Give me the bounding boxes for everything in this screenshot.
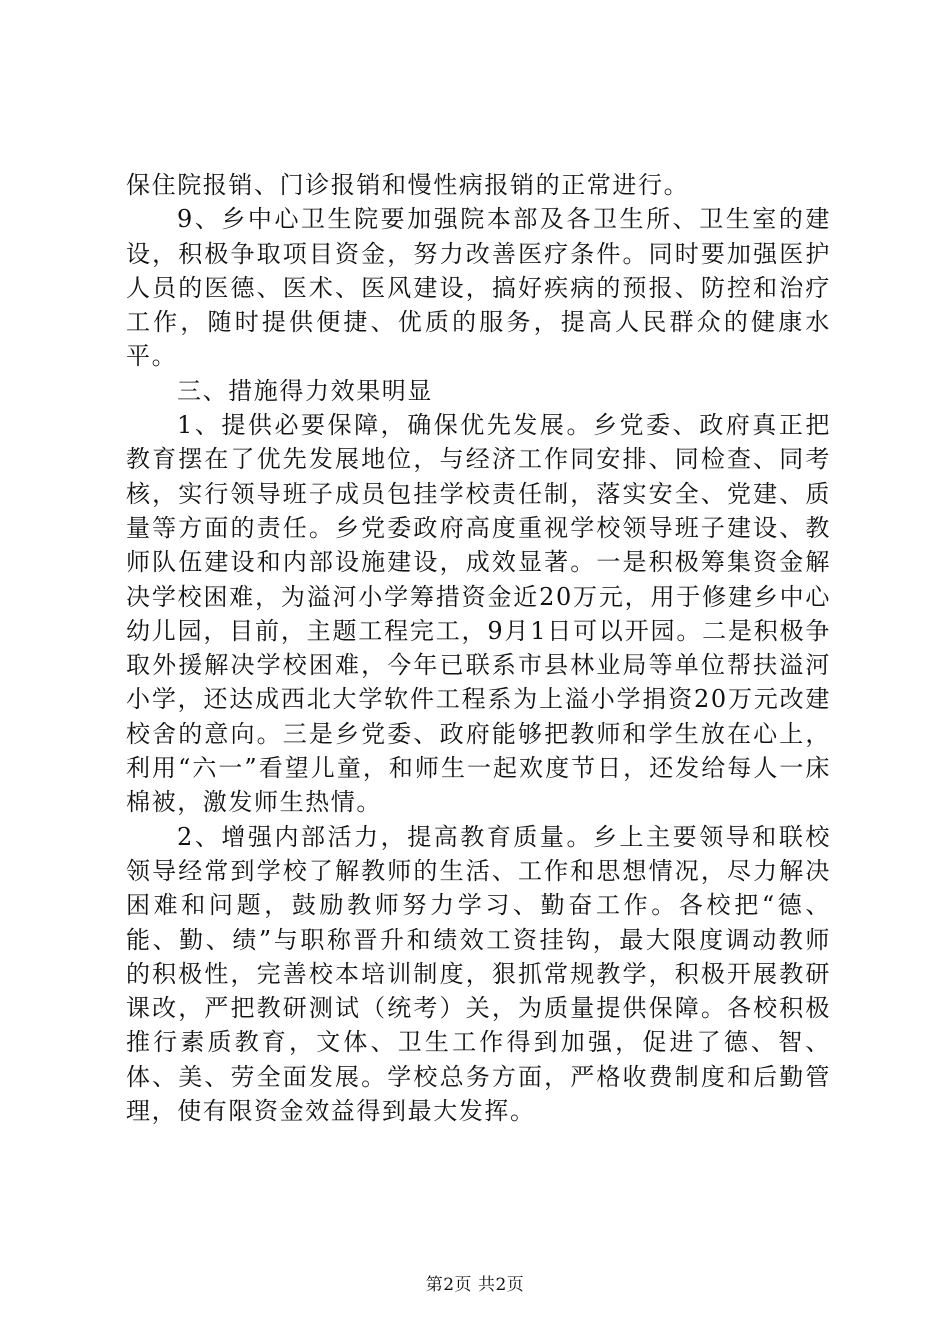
- section-heading: 三、措施得力效果明显: [177, 376, 433, 405]
- document-body: [126, 168, 831, 1128]
- paragraph-item-2: 2、增强内部活力，提高教育质量。乡上主要领导和联校领导经常到学校了解教师的生活、工作和思想情况，尽力解决困难和问题，鼓励教师努力学习、勤奋工作。各校把“德、能、勤、绩”与职称晋升和绩效工资挂钩，最大限度调动教师的积极性，完善校本培训制度，狠抓常规教学，积极开展教研课改，严把教研测试（统考）关，为质量提供保障。各校积极推行素质教育，文体、卫生工作得到加强，促进了德、智、体、美、劳全面发展。学校总务方面，严格收费制度和后勤管理，使有限资金效益得到最大发挥。: [126, 822, 831, 1126]
- paragraph-continuation: 保住院报销、门诊报销和慢性病报销的正常进行。: [126, 171, 690, 199]
- paragraph-item-1: 1、提供必要保障，确保优先发展。乡党委、政府真正把教育摆在了优先发展地位，与经济工作同安排、同检查、同考核，实行领导班子成员包挂学校责任制，落实安全、党建、质量等方面的责任。乡党委政府高度重视学校领导班子建设、教师队伍建设和内部设施建设，成效显著。一是积极筹集资金解决学校困难，为溢河小学筹措资金近20万元，用于修建乡中心幼儿园，目前，主题工程完工，9月1日可以开园。二是积极争取外援解决学校困难，今年已联系市县林业局等单位帮扶溢河小学，还达成西北大学软件工程系为上溢小学捐资20万元改建校舍的意向。三是乡党委、政府能够把教师和学生放在心上，利用“六一”看望儿童，和师生一起欢度节日，还发给每人一床棉被，激发师生热情。: [126, 411, 831, 817]
- paragraph-item-9: 9、乡中心卫生院要加强院本部及各卫生所、卫生室的建设，积极争取项目资金，努力改善医疗条件。同时要加强医护人员的医德、医术、医风建设，搞好疾病的预报、防控和治疗工作，随时提供便捷、优质的服务，提高人民群众的健康水平。: [126, 205, 831, 371]
- page-footer: 第2页 共2页: [425, 1275, 525, 1295]
